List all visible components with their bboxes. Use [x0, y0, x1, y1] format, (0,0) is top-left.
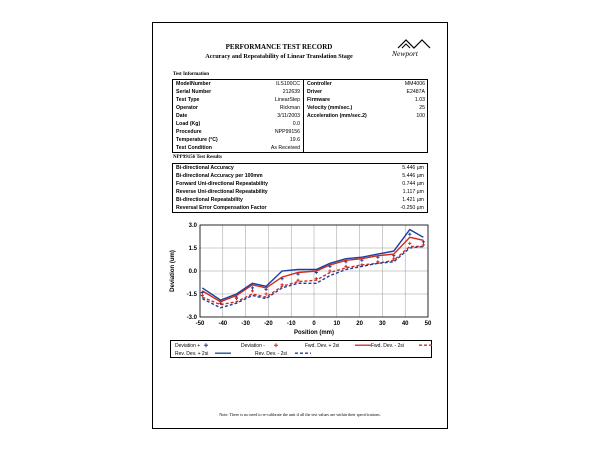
test-info-value: 1.03	[414, 97, 425, 103]
results-table	[172, 163, 428, 213]
x-tick-label: 50	[424, 321, 432, 327]
page-subtitle: Accuracy and Repeatability of Linear Translation Stage	[205, 53, 353, 60]
test-info-label: Test Condition	[176, 145, 212, 151]
x-axis-label: Position (mm)	[294, 330, 334, 336]
result-row	[176, 205, 424, 213]
result-row	[176, 173, 424, 181]
test-info-row	[176, 89, 300, 97]
test-info-row	[176, 145, 300, 153]
x-tick-label: 10	[333, 321, 341, 327]
deviation-chart	[165, 218, 438, 341]
test-info-value: As Received	[270, 145, 300, 151]
result-value: -0.250 µm	[400, 205, 424, 211]
data-point	[265, 292, 268, 295]
test-info-value: 3/11/2003	[277, 113, 300, 119]
test-info-label: ModelNumber	[176, 81, 211, 87]
data-point	[408, 233, 411, 236]
test-info-label: Date	[176, 113, 188, 119]
deviation-chart-svg	[165, 218, 438, 341]
test-info-label: Serial Number	[176, 89, 212, 95]
result-row	[176, 165, 424, 173]
test-info-value: 0.0	[292, 121, 300, 127]
legend-label: Deviation +	[175, 343, 201, 349]
x-tick-label: -20	[264, 321, 273, 327]
y-tick-label: 3.0	[188, 223, 197, 229]
test-info-value: 212639	[282, 89, 300, 95]
page-title: PERFORMANCE TEST RECORD	[225, 43, 333, 51]
test-info-value: E2487A	[406, 89, 425, 95]
result-value: 1.117 µm	[402, 189, 424, 195]
legend-marker	[204, 343, 208, 347]
test-info-label: Firmware	[307, 97, 331, 103]
test-info-value: 19.6	[289, 137, 300, 143]
test-info-row	[307, 97, 425, 105]
result-label: Bi-directional Repeatability	[176, 197, 243, 203]
legend-label: Rev. Dev. + 2si	[175, 351, 209, 357]
test-info-label: Test Type	[176, 97, 200, 103]
chart-legend	[170, 340, 432, 358]
test-info-row	[176, 137, 300, 145]
x-tick-label: -40	[218, 321, 228, 327]
x-tick-label: 20	[356, 321, 363, 327]
series-line	[202, 230, 423, 301]
x-tick-label: -10	[286, 321, 296, 327]
legend-label: Rev. Dev. - 2si	[255, 351, 288, 357]
result-row	[176, 197, 424, 205]
result-label: Bi-directional Accuracy	[176, 165, 234, 171]
result-label: Reversal Error Compensation Factor	[176, 205, 267, 211]
footer-note: Note: There is no need to re-calibrate the unit if all the test values are within their specifications.	[219, 412, 381, 417]
test-info-label: Procedure	[176, 129, 202, 135]
test-info-label: Acceleration (mm/sec.2)	[307, 113, 367, 119]
test-info-row	[307, 105, 425, 113]
test-info-value: Rickman	[279, 105, 300, 111]
test-info-value: ILS100CC	[276, 81, 300, 87]
test-info-value: LinearStep	[274, 97, 300, 103]
test-info-row	[307, 81, 425, 89]
test-info-table	[172, 79, 428, 153]
y-tick-label: 0.0	[188, 269, 197, 275]
result-value: 5.446 µm	[402, 173, 424, 179]
record-title	[160, 43, 398, 61]
data-point	[408, 242, 411, 245]
data-point	[201, 294, 204, 297]
x-tick-label: 30	[379, 321, 386, 327]
test-info-label: Controller	[307, 81, 332, 87]
brand-name: Newport	[392, 49, 418, 58]
y-tick-label: -3.0	[186, 315, 197, 321]
test-info-row	[176, 121, 300, 129]
data-point	[251, 286, 254, 289]
test-info-value: 100	[416, 113, 425, 119]
results-heading: NPP99156 Test Results	[173, 155, 222, 160]
result-row	[176, 189, 424, 197]
test-info-label: Load (Kg)	[176, 121, 201, 127]
newport-logo	[392, 38, 432, 58]
test-info-value: MM4006	[404, 81, 425, 87]
test-info-label: Operator	[176, 105, 198, 111]
result-value: 0.744 µm	[402, 181, 424, 187]
test-info-row	[176, 97, 300, 105]
x-tick-label: 0	[312, 321, 316, 327]
legend-marker	[274, 343, 278, 347]
test-info-value: NPP99156	[274, 129, 300, 135]
result-label: Reverse Uni-directional Repeatability	[176, 189, 268, 195]
x-tick-label: 40	[401, 321, 409, 327]
data-point	[251, 289, 254, 292]
test-info-row	[176, 81, 300, 89]
test-info-label: Temperature (°C)	[176, 137, 218, 143]
result-row	[176, 181, 424, 189]
legend-label: Fwd. Dev. + 2si	[305, 343, 340, 349]
x-tick-label: -30	[241, 321, 250, 327]
test-info-row	[307, 89, 425, 97]
result-value: 5.446 µm	[402, 165, 424, 171]
test-info-heading: Test Information	[173, 72, 210, 77]
test-info-row	[176, 129, 300, 137]
test-info-row	[176, 113, 300, 121]
result-label: Bi-directional Accuracy per 100mm	[176, 173, 263, 179]
test-info-label: Velocity (mm/sec.)	[307, 105, 353, 111]
x-tick-label: -50	[195, 321, 205, 327]
test-info-row	[176, 105, 300, 113]
result-value: 1.421 µm	[402, 197, 424, 203]
legend-label: Fwd. Dev. - 2si	[371, 343, 404, 349]
y-tick-label: 1.5	[188, 246, 197, 252]
test-info-row	[307, 113, 425, 121]
y-tick-label: -1.5	[186, 292, 197, 298]
y-axis-label: Deviation (um)	[170, 250, 176, 292]
legend-label: Deviation -	[241, 343, 265, 349]
test-info-label: Driver	[307, 89, 322, 95]
result-label: Forward Uni-directional Repeatability	[176, 181, 268, 187]
test-info-value: 25	[419, 105, 425, 111]
